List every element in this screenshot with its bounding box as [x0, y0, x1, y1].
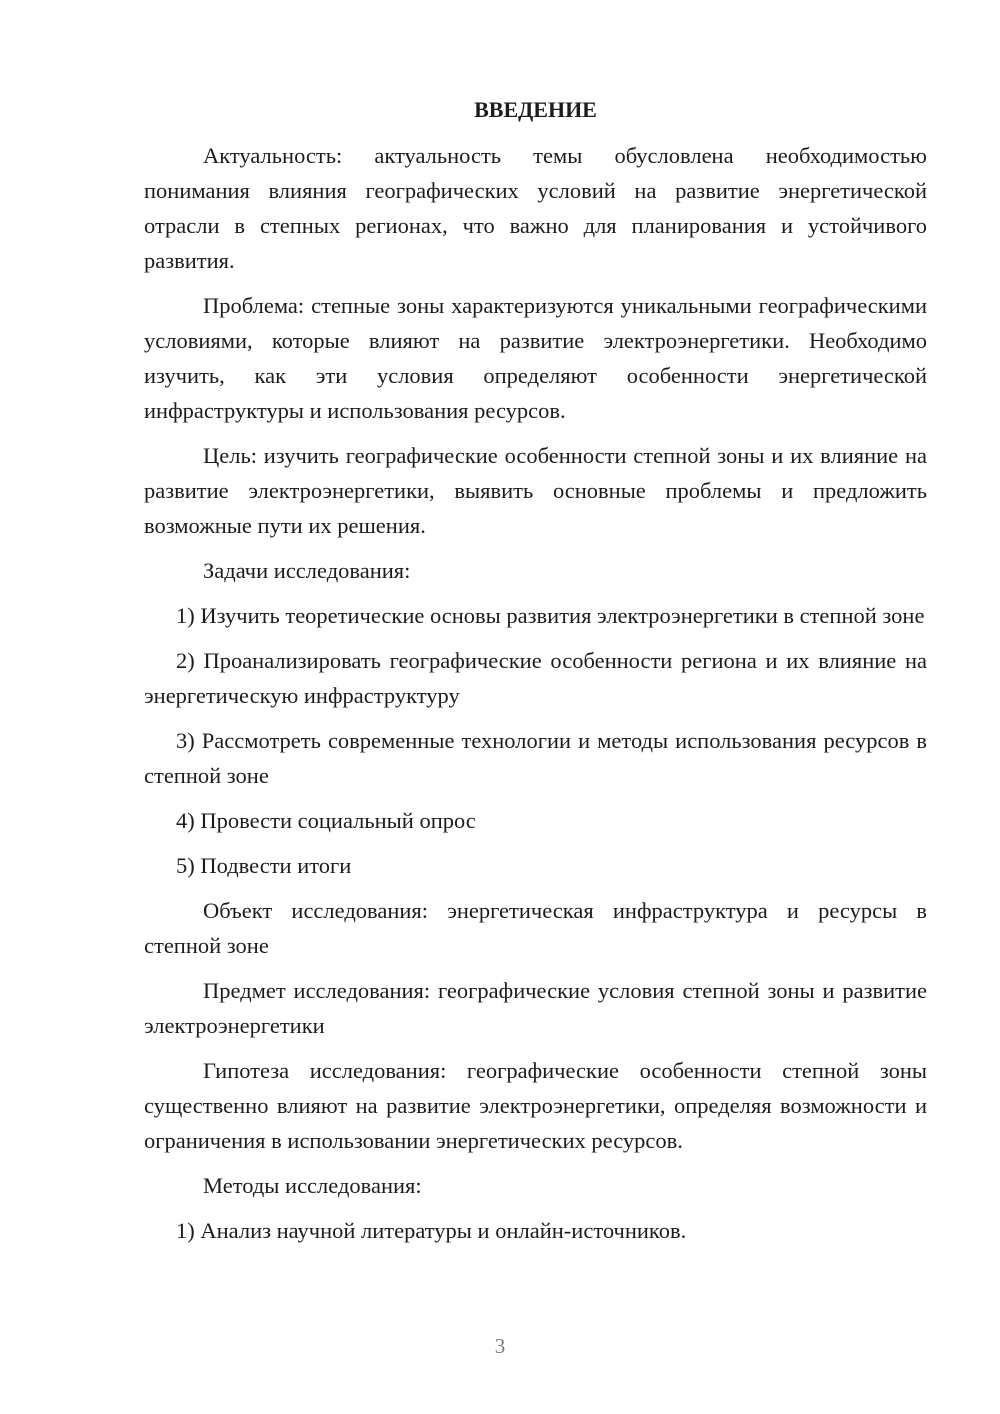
task-item: 1) Изучить теоретические основы развития электроэнергетики в степной зоне: [176, 603, 925, 628]
task-item: 2) Проанализировать географические особенности региона и их влияние на энергетическую инфраструктуру: [144, 648, 927, 708]
section-title: ВВЕДЕНИЕ: [474, 97, 597, 122]
task-item: 5) Подвести итоги: [176, 853, 352, 878]
methods-heading: Методы исследования:: [203, 1173, 422, 1198]
subject-paragraph: Предмет исследования: географические условия степной зоны и развитие электроэнергетики: [144, 978, 927, 1038]
method-item: 1) Анализ научной литературы и онлайн-источников.: [176, 1218, 687, 1243]
hypothesis-paragraph: Гипотеза исследования: географические особенности степной зоны существенно влияют на развитие электроэнергетики, определяя возможности и ограничения в использовании энергетических ресурсов.: [144, 1058, 927, 1153]
object-paragraph: Объект исследования: энергетическая инфраструктура и ресурсы в степной зоне: [144, 898, 927, 958]
problem-paragraph: Проблема: степные зоны характеризуются уникальными географическими условиями, которые влияют на развитие электроэнергетики. Необходимо изучить, как эти условия определяют особенности энергетической инфраструктуры и использования ресурсов.: [144, 293, 927, 423]
relevance-paragraph: Актуальность: актуальность темы обусловлена необходимостью понимания влияния географических условий на развитие энергетической отрасли в степных регионах, что важно для планирования и устойчивого развития.: [144, 143, 927, 273]
goal-paragraph: Цель: изучить географические особенности степной зоны и их влияние на развитие электроэнергетики, выявить основные проблемы и предложить возможные пути их решения.: [144, 443, 927, 538]
task-item: 4) Провести социальный опрос: [176, 808, 476, 833]
tasks-heading: Задачи исследования:: [203, 558, 411, 583]
page-number: 3: [494, 1334, 506, 1358]
task-item: 3) Рассмотреть современные технологии и методы использования ресурсов в степной зоне: [144, 728, 927, 788]
document-page: [144, 94, 927, 1258]
